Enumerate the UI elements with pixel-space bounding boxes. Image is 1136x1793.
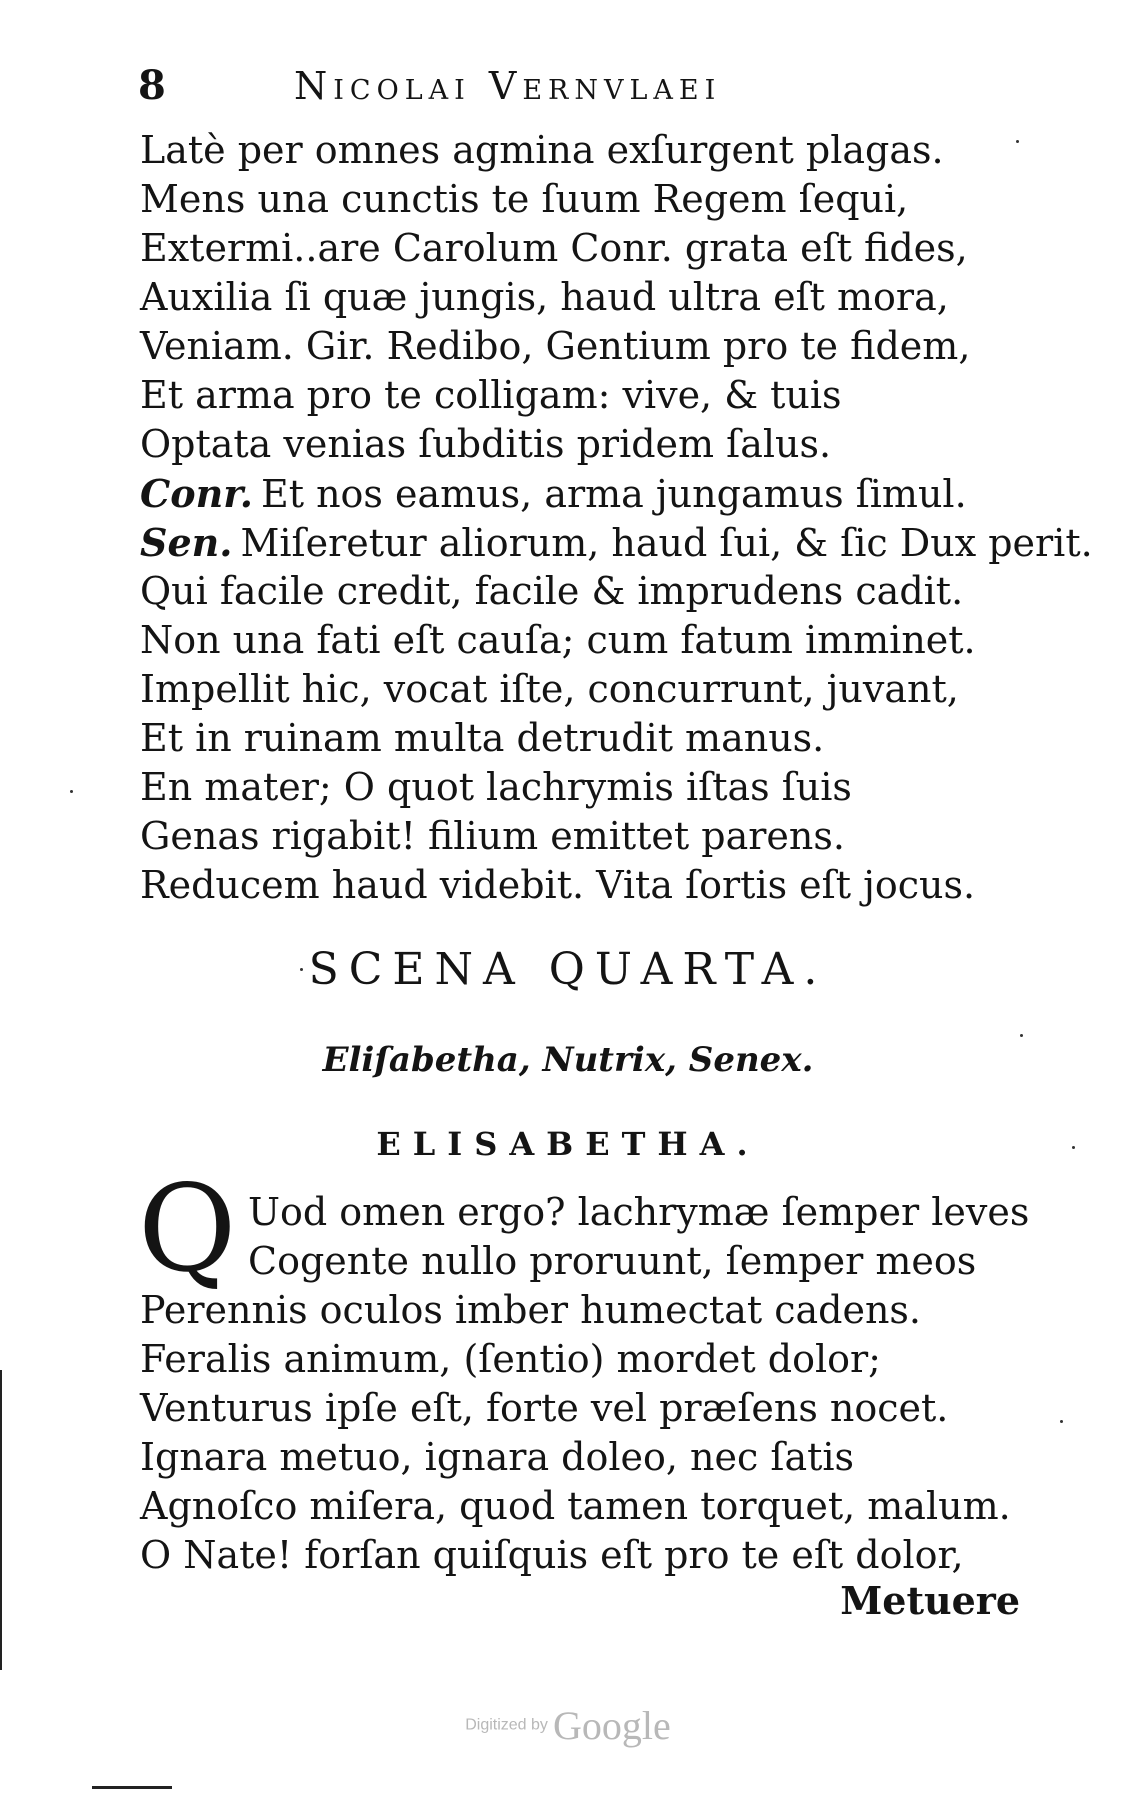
ink-speck (1020, 1034, 1023, 1037)
ink-speck (1072, 1146, 1075, 1149)
catchword: Metuere (840, 1578, 1020, 1623)
verse-line: Sen. Miſeretur aliorum, haud ſui, & ſic Dux perit. (140, 520, 1093, 565)
verse-line: Qui facile credit, facile & imprudens cadit. (140, 569, 964, 613)
verse-line: Impellit hic, vocat iſte, concurrunt, juvant, (140, 667, 959, 711)
verse-line: Non una fati eſt cauſa; cum fatum imminet. (140, 618, 976, 662)
verse-line: Reducem haud videbit. Vita ſortis eſt jocus. (140, 863, 976, 907)
running-header (138, 62, 1018, 112)
running-title: Nicolai Vernvlaei (294, 64, 722, 108)
speaker-label: Conr. (140, 471, 253, 516)
scene-title: SCENA QUARTA. (308, 944, 828, 995)
verse-line: Perennis oculos imber humectat cadens. (140, 1288, 922, 1332)
ink-speck (1060, 1420, 1063, 1423)
verse-block-1 (140, 126, 1093, 910)
verse-line: Extermi..are Carolum Conr. grata eſt fides, (140, 226, 968, 270)
speaker-label: Sen. (140, 520, 233, 565)
verse-line: Latè per omnes agmina exſurgent plagas. (140, 128, 944, 172)
verse-line: Conr. Et nos eamus, arma jungamus ſimul. (140, 471, 967, 516)
verse-line: Uod omen ergo? lachrymæ ſemper leves (248, 1190, 1030, 1234)
verse-block-2 (140, 1188, 1040, 1580)
verse-line: Cogente nullo proruunt, ſemper meos (248, 1239, 977, 1283)
ink-speck (300, 968, 303, 971)
drop-cap: Q (138, 1160, 237, 1299)
verse-line: En mater; O quot lachrymis iſtas ſuis (140, 765, 852, 809)
ink-speck (70, 790, 73, 793)
scan-bottom-artifact (92, 1786, 172, 1789)
ink-speck (1016, 140, 1019, 143)
dramatis-personae: Eliſabetha, Nutrix, Senex. (322, 1040, 814, 1080)
google-logo: Google (553, 1703, 671, 1748)
watermark-prefix: Digitized by (465, 1716, 548, 1734)
page-number: 8 (138, 62, 166, 109)
verse-line: Feralis animum, (ſentio) mordet dolor; (140, 1337, 881, 1381)
verse-line: Ignara metuo, ignara doleo, nec ſatis (140, 1435, 855, 1479)
verse-line: Optata venias ſubditis pridem ſalus. (140, 422, 832, 466)
digitizer-watermark (0, 1702, 1136, 1749)
verse-line: Agnoſco miſera, quod tamen torquet, malum. (140, 1484, 1011, 1528)
verse-line: Et in ruinam multa detrudit manus. (140, 716, 825, 760)
verse-line: Venturus ipſe eſt, forte vel præſens nocet. (140, 1386, 949, 1430)
verse-line: Veniam. Gir. Redibo, Gentium pro te fidem, (140, 324, 971, 368)
verse-line: O Nate! forſan quiſquis eſt pro te eſt dolor, (140, 1533, 964, 1577)
verse-line: Mens una cunctis te ſuum Regem ſequi, (140, 177, 909, 221)
speaker-heading: ELISABETHA. (376, 1125, 760, 1163)
scan-edge-artifact (0, 1370, 8, 1670)
verse-line: Genas rigabit! filium emittet parens. (140, 814, 845, 858)
verse-line: Et arma pro te colligam: vive, & tuis (140, 373, 842, 417)
verse-line: Auxilia ſi quæ jungis, haud ultra eſt mora, (140, 275, 949, 319)
